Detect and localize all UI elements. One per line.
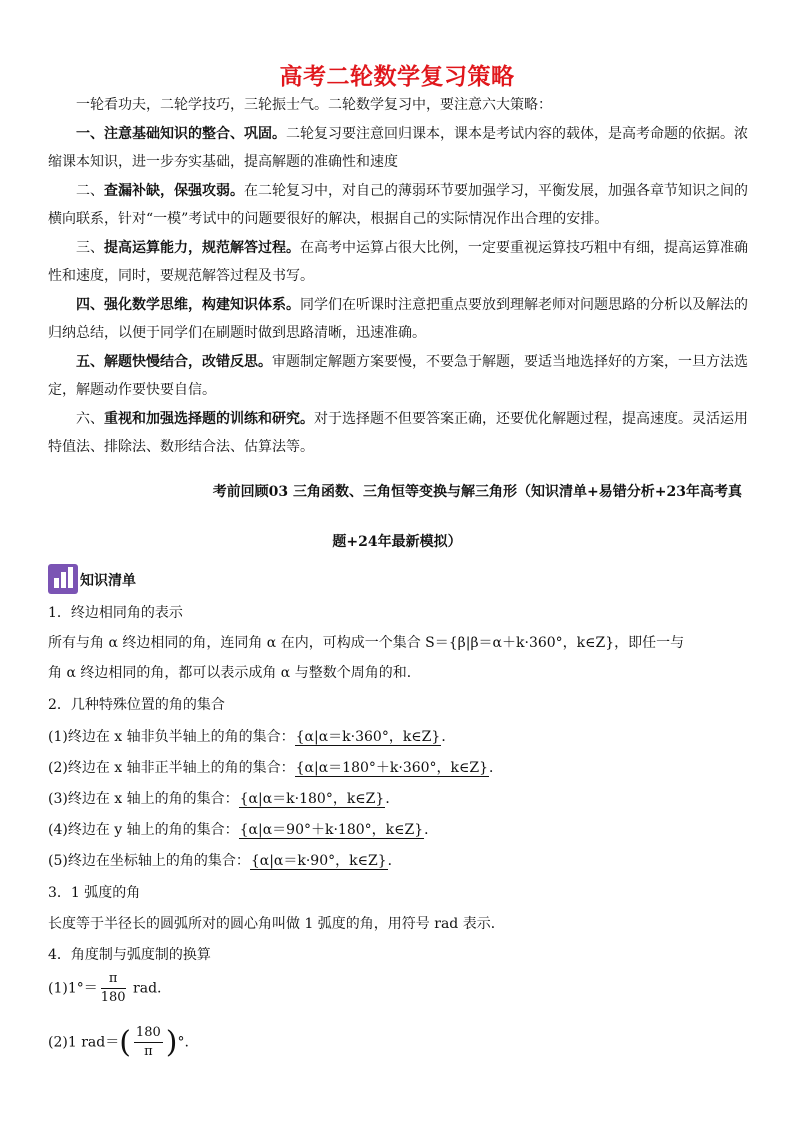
set-item-2-answer: {α|α＝180°＋k·360°，k∈Z} [295,760,489,776]
paragraph-3: 长度等于半径长的圆弧所对的圆心角叫做 1 弧度的角，用符号 rad 表示． [48,916,505,932]
set-item-4-answer: {α|α＝90°＋k·180°，k∈Z} [239,822,424,838]
set-item-4 [48,819,438,839]
strategy-item-6 [48,405,748,462]
formula-2-lhs: (2)1 rad＝ [48,1034,120,1051]
set-item-3-end: ． [385,791,400,807]
set-item-3 [48,788,399,808]
set-item-2-end: ． [489,760,504,776]
set-item-3-answer: {α|α＝k·180°，k∈Z} [239,791,385,807]
formula-2-unit: °. [177,1034,189,1051]
strategy-intro: 一轮看功夫，二轮学技巧，三轮振士气。二轮数学复习中，要注意六大策略： [76,97,552,113]
formula-1-unit: rad. [128,980,162,997]
strategy-item-2-lead: 二、 [76,182,104,199]
formula-2 [48,1024,189,1061]
strategy-item-3-heading: 提高运算能力，规范解答过程。 [104,239,300,256]
strategy-item-6-text: 对于选择题不但要答案正确，还要优化解题过程，提高速度。灵活运用特值法、排除法、数形结合法、估算法等。 [48,410,748,455]
left-paren: ( [119,1025,131,1060]
strategy-item-1-text: 二轮复习要注意回归课本，课本是考试内容的载体，是高考命题的依据。浓缩课本知识，进一步夯实基础，提高解题的准确性和速度 [48,125,748,170]
strategy-item-3 [48,234,748,291]
review-title-line1: 考前回顾03 三角函数、三角恒等变换与解三角形（知识清单+易错分析+23年高考真 [212,484,742,500]
paragraph-1b: 角 α 终边相同的角，都可以表示成角 α 与整数个周角的和． [48,665,421,681]
set-item-5-label: (5)终边在坐标轴上的角的集合： [48,853,250,869]
strategy-item-2 [48,177,748,234]
heading-4: 4．角度制与弧度制的换算 [48,947,211,963]
strategy-item-2-heading: 查漏补缺，保强攻弱。 [104,182,244,199]
formula-1-numerator: π [101,970,126,989]
strategy-item-1-heading: 一、注意基础知识的整合、巩固。 [76,125,286,142]
strategy-item-1 [48,120,748,177]
formula-1 [48,970,161,1007]
heading-3: 3．1 弧度的角 [48,885,141,901]
page-title: 高考二轮数学复习策略 [279,64,515,90]
set-item-1-end: ． [441,729,456,745]
review-title-line2: 题+24年最新模拟） [332,534,462,550]
formula-1-lhs: (1)1°＝ [48,980,98,997]
set-item-5-end: ． [387,853,402,869]
formula-1-fraction [101,970,126,1007]
formula-2-fraction [134,1024,163,1061]
bar-chart-icon [48,564,78,594]
strategy-item-3-lead: 三、 [76,239,104,256]
strategy-item-5 [48,348,748,405]
paragraph-1a: 所有与角 α 终边相同的角，连同角 α 在内，可构成一个集合 S＝{β|β＝α＋k·360°，k∈Z}，即任一与 [48,635,685,651]
set-item-4-end: ． [424,822,439,838]
strategy-item-5-heading: 五、解题快慢结合，改错反思。 [76,353,272,370]
formula-1-denominator: 180 [100,990,126,1005]
strategy-item-2-text: 在二轮复习中，对自己的薄弱环节要加强学习，平衡发展，加强各章节知识之间的横向联系，针对“一模”考试中的问题要很好的解决，根据自己的实际情况作出合理的安排。 [48,182,748,227]
section-heading: 知识清单 [80,573,136,589]
formula-2-numerator: 180 [134,1024,163,1043]
strategy-item-5-text: 审题制定解题方案要慢，不要急于解题，要适当地选择好的方案，一旦方法选定，解题动作要快要自信。 [48,353,748,398]
set-item-2-label: (2)终边在 x 轴非正半轴上的角的集合： [48,760,295,776]
set-item-2 [48,757,503,777]
set-item-5 [48,850,402,870]
set-item-4-label: (4)终边在 y 轴上的角的集合： [48,822,239,838]
strategy-body [48,91,748,462]
set-item-1-answer: {α|α＝k·360°，k∈Z} [295,729,441,745]
right-paren: ) [165,1025,178,1060]
formula-2-denominator: π [144,1044,153,1059]
strategy-item-6-heading: 重视和加强选择题的训练和研究。 [104,410,314,427]
strategy-item-4 [48,291,748,348]
set-item-1 [48,726,455,746]
strategy-item-6-lead: 六、 [76,410,104,427]
strategy-item-4-heading: 四、强化数学思维，构建知识体系。 [76,296,300,313]
set-item-1-label: (1)终边在 x 轴非负半轴上的角的集合： [48,729,295,745]
heading-2: 2．几种特殊位置的角的集合 [48,697,225,713]
strategy-item-4-text: 同学们在听课时注意把重点要放到理解老师对问题思路的分析以及解法的归纳总结，以便于同学们在刷题时做到思路清晰，迅速准确。 [48,296,748,341]
heading-1: 1．终边相同角的表示 [48,605,183,621]
strategy-item-3-text: 在高考中运算占很大比例，一定要重视运算技巧粗中有细，提高运算准确性和速度，同时，要规范解答过程及书写。 [48,239,748,284]
set-item-5-answer: {α|α＝k·90°，k∈Z} [250,853,387,869]
set-item-3-label: (3)终边在 x 轴上的角的集合： [48,791,239,807]
